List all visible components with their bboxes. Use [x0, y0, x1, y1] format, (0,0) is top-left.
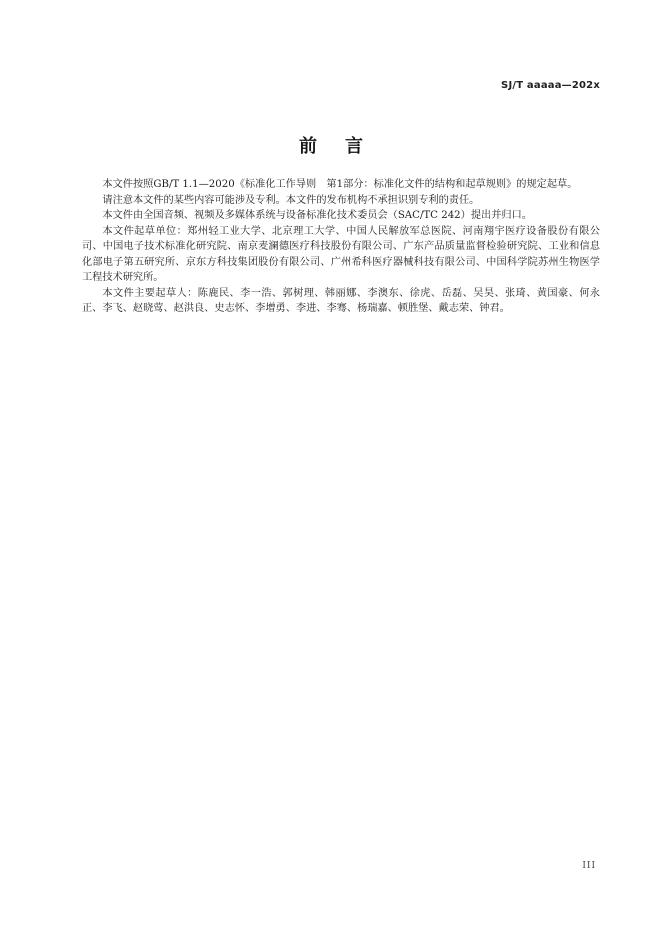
paragraph-proposer: 本文件由全国音频、视频及多媒体系统与设备标准化技术委员会（SAC/TC 242）提出并归口。: [102, 210, 532, 221]
foreword-body: [82, 177, 600, 317]
document-code: SJ/T aaaaa—202x: [501, 80, 600, 91]
page-title: 前言: [299, 136, 391, 157]
paragraph-drafting-units: 本文件起草单位：郑州轻工业大学、北京理工大学、中国人民解放军总医院、河南翔宇医疗设备股份有限公司、中国电子技术标准化研究院、南京麦澜德医疗科技股份有限公司、广东产品质量监督检验研究院、工业和信息化部电子第五研究所、京东方科技集团股份有限公司、广州希科医疗器械科技有限公司、中国科学院苏州生物医学工程技术研究所。: [82, 225, 600, 283]
page-number: III: [582, 861, 596, 871]
paragraph-drafters: 本文件主要起草人：陈鹿民、李一浩、郭树理、韩丽娜、李澳东、徐虎、岳磊、吴昊、张琦、黄国豪、何永正、李飞、赵晓莺、赵洪良、史志怀、李增勇、李进、李骞、杨瑞嘉、顿胜堡、戴志荣、钟君。: [82, 287, 600, 314]
paragraph-patent-notice: 请注意本文件的某些内容可能涉及专利。本文件的发布机构不承担识别专利的责任。: [102, 194, 480, 206]
paragraph-drafting-rules: 本文件按照GB/T 1.1—2020《标准化工作导则 第1部分：标准化文件的结构和起草规则》的规定起草。: [102, 179, 578, 190]
